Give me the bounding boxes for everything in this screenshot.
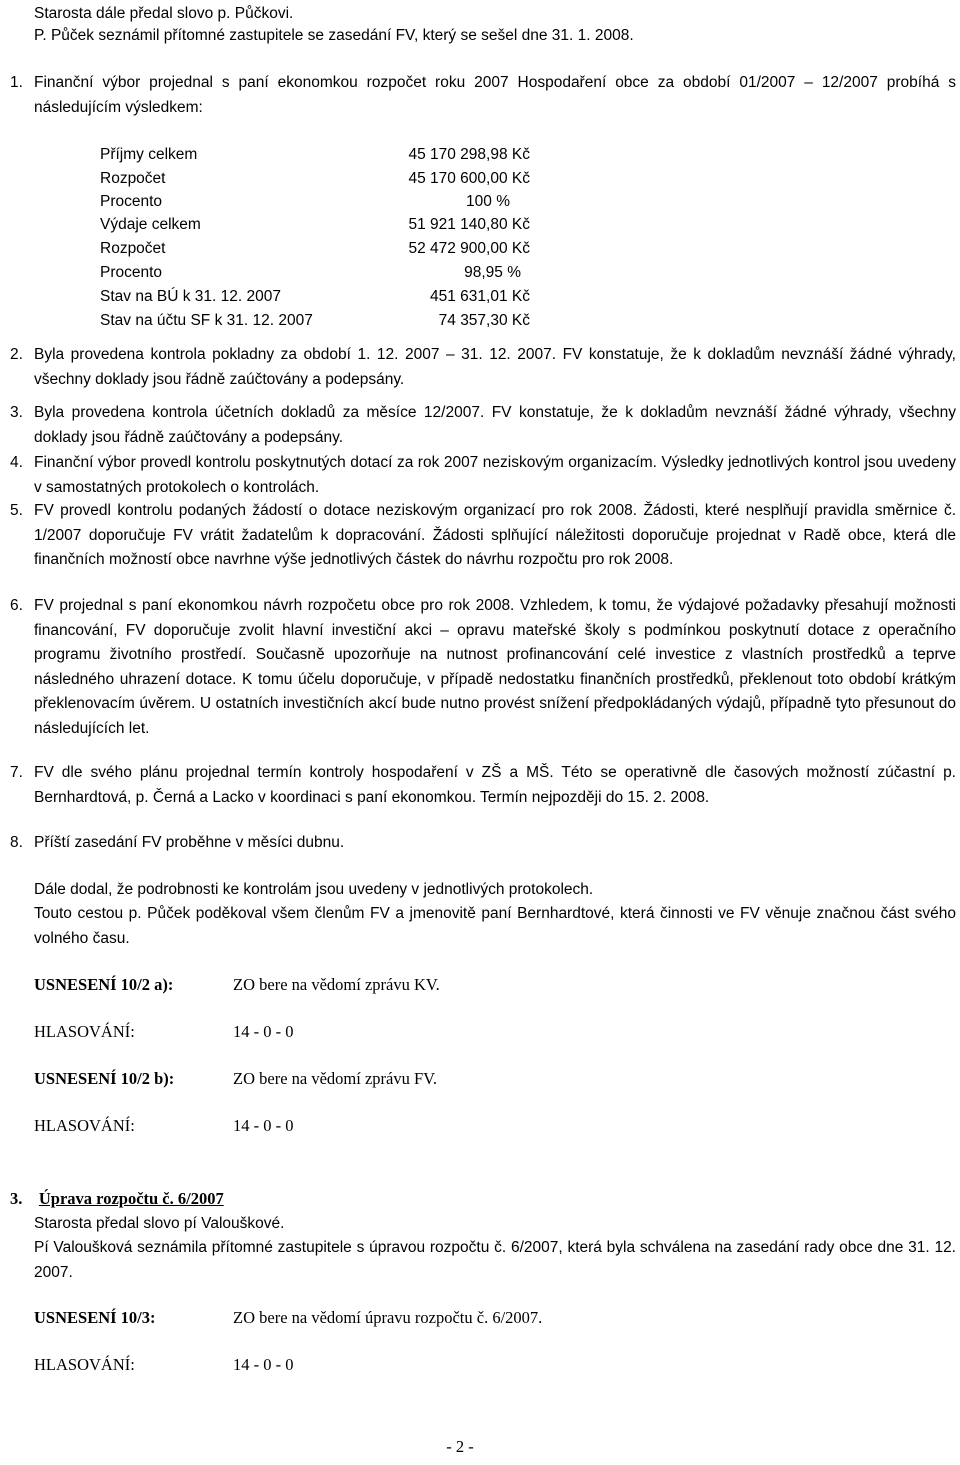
intro-line-2: P. Půček seznámil přítomné zastupitele se zasedání FV, který se sešel dne 31. 1. 2008. — [34, 27, 634, 44]
section-heading — [10, 1189, 224, 1209]
item-number: 5. — [10, 502, 23, 519]
list-item — [10, 761, 956, 810]
list-item — [10, 71, 956, 120]
finance-label: Příjmy celkem — [100, 146, 198, 163]
page-number: - 2 - — [446, 1437, 474, 1456]
list-item — [10, 343, 956, 392]
list-item — [10, 451, 956, 500]
finance-value: 45 170 600,00 Kč — [408, 170, 530, 187]
item-number: 6. — [10, 597, 23, 614]
finance-value: 98,95 % — [464, 264, 521, 281]
resolution-text: ZO bere na vědomí zprávu FV. — [233, 1069, 438, 1088]
item-text: FV provedl kontrolu podaných žádostí o dotace neziskovým organizací pro rok 2008. Žádosti, které nesplňují pravidla směrnice č. 1/2007 doporučuje FV vrátit žadatelům k dopracování. Žádosti splňující náležitosti doporučuje projednat v Radě obce, která dle finančních možností obce navrhne výše jednotlivých částek do návrhu rozpočtu pro rok 2008. — [34, 502, 956, 568]
finance-label: Výdaje celkem — [100, 216, 201, 233]
finance-label: Rozpočet — [100, 240, 166, 257]
finance-label: Stav na účtu SF k 31. 12. 2007 — [100, 312, 313, 329]
list-item — [10, 594, 956, 741]
item-text: FV projednal s paní ekonomkou návrh rozpočetu obce pro rok 2008. Vzhledem, k tomu, že výdajové požadavky přesahují možnosti financování, FV doporučuje zvolit hlavní investiční akci – opravu mateřské školy s podmínkou poskytnutí dotace z operačního programu životního prostředí. Současně upozorňuje na nutnost profinancování celé investice z vlastních prostředků a teprve následného uhrazení dotace. K tomu účelu doporučuje, v případě nedostatku finančních prostředků, překlenout toto období krátkým překlenovacím úvěrem. U ostatních investičních akcí bude nutno provést snížení předpokládaných výdajů, případně tyto přesunout do následujících let. — [34, 597, 956, 737]
finance-value: 52 472 900,00 Kč — [408, 240, 530, 257]
item-text: Příští zasedání FV proběhne v měsíci dubnu. — [34, 834, 345, 851]
finance-label: Procento — [100, 193, 163, 210]
item-number: 1. — [10, 74, 23, 91]
vote-result: 14 - 0 - 0 — [233, 1022, 294, 1041]
vote-label: HLASOVÁNÍ: — [34, 1116, 135, 1135]
finance-label: Rozpočet — [100, 170, 166, 187]
resolution-label: USNESENÍ 10/3: — [34, 1308, 156, 1327]
vote-label: HLASOVÁNÍ: — [34, 1022, 135, 1041]
item-number: 2. — [10, 346, 23, 363]
item-number: 4. — [10, 454, 23, 471]
vote-result: 14 - 0 - 0 — [233, 1116, 294, 1135]
item-text: Finanční výbor provedl kontrolu poskytnutých dotací za rok 2007 neziskovým organizacím. Výsledky jednotlivých kontrol jsou uvedeny v samostatných protokolech o kontrolách. — [34, 454, 956, 496]
item-text: FV dle svého plánu projednal termín kontroly hospodaření v ZŠ a MŠ. Této se operativně dle časových možností zúčastní p. Bernhardtová, p. Černá a Lacko v koordinaci s paní ekonomkou. Termín nejpozději do 15. 2. 2008. — [34, 764, 956, 806]
finance-label: Procento — [100, 264, 163, 281]
resolution-label: USNESENÍ 10/2 b): — [34, 1069, 175, 1088]
resolution-text: ZO bere na vědomí úpravu rozpočtu č. 6/2007. — [233, 1308, 543, 1327]
intro-line-1: Starosta dále předal slovo p. Půčkovi. — [34, 5, 294, 22]
vote-result: 14 - 0 - 0 — [233, 1355, 294, 1374]
section-line: Starosta předal slovo pí Valouškové. — [34, 1215, 285, 1232]
list-item — [10, 831, 956, 856]
section-number: 3. — [10, 1189, 23, 1208]
closing-paragraph-1: Dále dodal, že podrobnosti ke kontrolám jsou uvedeny v jednotlivých protokolech. — [34, 881, 594, 898]
finance-value: 74 357,30 Kč — [438, 312, 530, 329]
section-paragraph: Pí Valoušková seznámila přítomné zastupitele s úpravou rozpočtu č. 6/2007, která byla schválena na zasedání rady obce dne 31. 12. 2007. — [34, 1239, 956, 1281]
item-number: 8. — [10, 834, 23, 851]
finance-value: 45 170 298,98 Kč — [408, 146, 530, 163]
finance-label: Stav na BÚ k 31. 12. 2007 — [100, 288, 281, 305]
list-item — [10, 499, 956, 573]
section-title: Úprava rozpočtu č. 6/2007 — [38, 1189, 224, 1208]
finance-value: 100 % — [466, 193, 510, 210]
item-text: Byla provedena kontrola pokladny za období 1. 12. 2007 – 31. 12. 2007. FV konstatuje, že k dokladům nevznáší žádné výhrady, všechny doklady jsou řádně zaúčtovány a podepsány. — [34, 346, 956, 388]
item-text: Finanční výbor projednal s paní ekonomkou rozpočet roku 2007 Hospodaření obce za období 01/2007 – 12/2007 probíhá s následujícím výsledkem: — [34, 74, 956, 116]
closing-paragraph-2: Touto cestou p. Půček poděkoval všem členům FV a jmenovitě paní Bernhardtové, která činnosti ve FV věnuje značnou část svého volného času. — [34, 905, 956, 947]
vote-label: HLASOVÁNÍ: — [34, 1355, 135, 1374]
finance-value: 451 631,01 Kč — [430, 288, 530, 305]
item-text: Byla provedena kontrola účetních dokladů za měsíce 12/2007. FV konstatuje, že k dokladům nevznáší žádné výhrady, všechny doklady jsou řádně zaúčtovány a podepsány. — [34, 404, 956, 446]
list-item — [10, 401, 956, 450]
resolution-text: ZO bere na vědomí zprávu KV. — [233, 975, 440, 994]
finance-value: 51 921 140,80 Kč — [408, 216, 530, 233]
item-number: 7. — [10, 764, 23, 781]
item-number: 3. — [10, 404, 23, 421]
resolution-label: USNESENÍ 10/2 a): — [34, 975, 174, 994]
